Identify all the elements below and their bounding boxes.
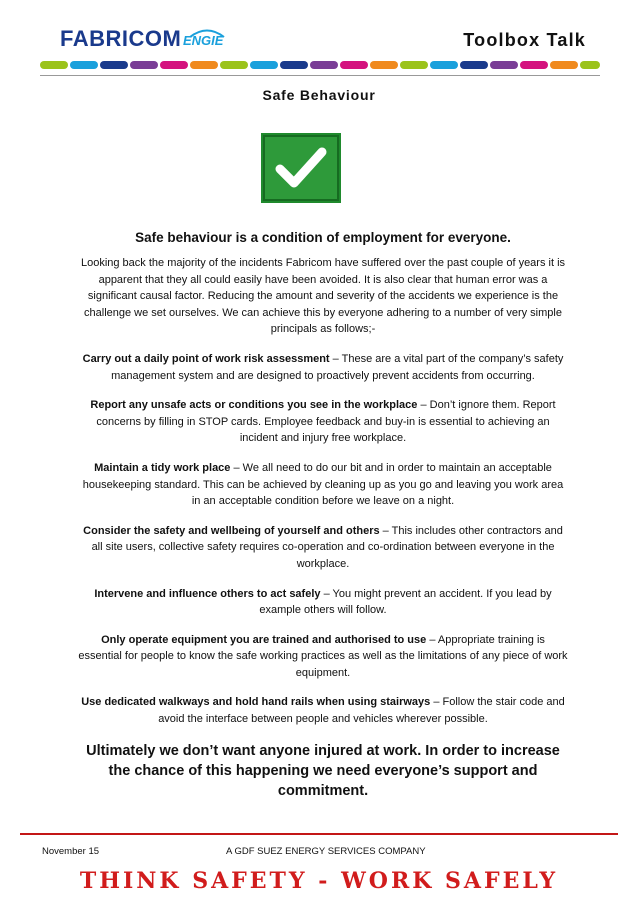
principle-text: – This includes other contractors and all site users, collective safety requires co-operation and co-ordination between everyone in the workplace. [91, 524, 563, 570]
color-strip-segment [250, 61, 278, 69]
footer-date: November 15 [42, 846, 100, 857]
principle-heading: Consider the safety and wellbeing of yourself and others [83, 524, 380, 537]
principle-text: – We all need to do our bit and in order to maintain an acceptable housekeeping standard. This can be achieved by cleaning up as you go and leaving you work area in an acceptable condition before we leave on a night. [82, 461, 564, 508]
color-strip-segment [550, 61, 578, 69]
color-strip-segment [370, 61, 398, 69]
principle-item [78, 586, 568, 619]
color-strip-segment [430, 61, 458, 69]
color-strip-segment [160, 61, 188, 69]
checkmark-icon [261, 133, 341, 203]
color-strip-segment [280, 61, 308, 69]
principle-item [78, 694, 568, 727]
principle-heading: Use dedicated walkways and hold hand rails when using stairways [81, 696, 431, 709]
principle-item [78, 351, 568, 384]
talk-body [78, 229, 568, 801]
color-strip-segment [490, 61, 518, 69]
color-strip-segment [460, 61, 488, 69]
page-title: Safe Behaviour [262, 87, 376, 103]
principle-text: – Appropriate training is essential for people to know the safe working practices as well as the limitations of any piece of work equipment. [78, 633, 568, 679]
color-strip-segment [190, 61, 218, 69]
principle-text: – You might prevent an accident. If you lead by example others will follow. [259, 587, 552, 617]
principle-text: – Don’t ignore them. Report concerns by filling in STOP cards. Employee feedback and buy-in is essential to achieving an incident and injury free workplace. [96, 399, 556, 445]
footer-divider [20, 833, 618, 835]
fabricom-logo: FABRICOM [60, 26, 182, 51]
principle-heading: Intervene and influence others to act safely [94, 587, 321, 600]
color-strip-segment [580, 61, 600, 69]
principle-heading: Only operate equipment you are trained and authorised to use [101, 633, 427, 646]
principle-item [78, 632, 568, 682]
safety-slogan: THINK SAFETY - WORK SAFELY [79, 868, 559, 894]
color-strip-segment [310, 61, 338, 69]
principle-item [78, 397, 568, 447]
principle-heading: Report any unsafe acts or conditions you see in the workplace [90, 399, 418, 412]
principle-item [78, 460, 568, 510]
principle-heading: Carry out a daily point of work risk assessment [82, 352, 330, 365]
brand-color-strip [40, 58, 600, 72]
color-strip-segment [400, 61, 428, 69]
engie-logo: ENGIE [183, 33, 224, 48]
color-strip-segment [520, 61, 548, 69]
principle-item [78, 523, 568, 573]
intro-paragraph: Looking back the majority of the incidents Fabricom have suffered over the past couple of years it is apparent that they all could easily have been avoided. It is also clear that human error was a significant causal factor. Reducing the amount and severity of the accidents we experience is the challenge we set ourselves. We can achieve this by everyone adhering to a number of very simple principals as follows;- [80, 257, 566, 336]
lead-statement: Safe behaviour is a condition of employment for everyone. [135, 230, 511, 245]
color-strip-segment [340, 61, 368, 69]
principle-text: – Follow the stair code and avoid the interface between people and vehicles wherever possible. [158, 696, 565, 726]
color-strip-segment [70, 61, 98, 69]
color-strip-segment [100, 61, 128, 69]
principle-heading: Maintain a tidy work place [94, 461, 231, 474]
color-strip-segment [220, 61, 248, 69]
principle-text: – These are a vital part of the company’s safety management system and are designed to proactively prevent accidents from occurring. [111, 352, 564, 382]
color-strip-segment [130, 61, 158, 69]
conclusion-statement: Ultimately we don’t want anyone injured at work. In order to increase the chance of this happening we need everyone’s support and commitment. [86, 742, 560, 799]
color-strip-segment [40, 61, 68, 69]
document-type-title: Toolbox Talk [463, 30, 586, 50]
footer-company: A GDF SUEZ ENERGY SERVICES COMPANY [226, 846, 426, 857]
header-divider [40, 75, 600, 76]
